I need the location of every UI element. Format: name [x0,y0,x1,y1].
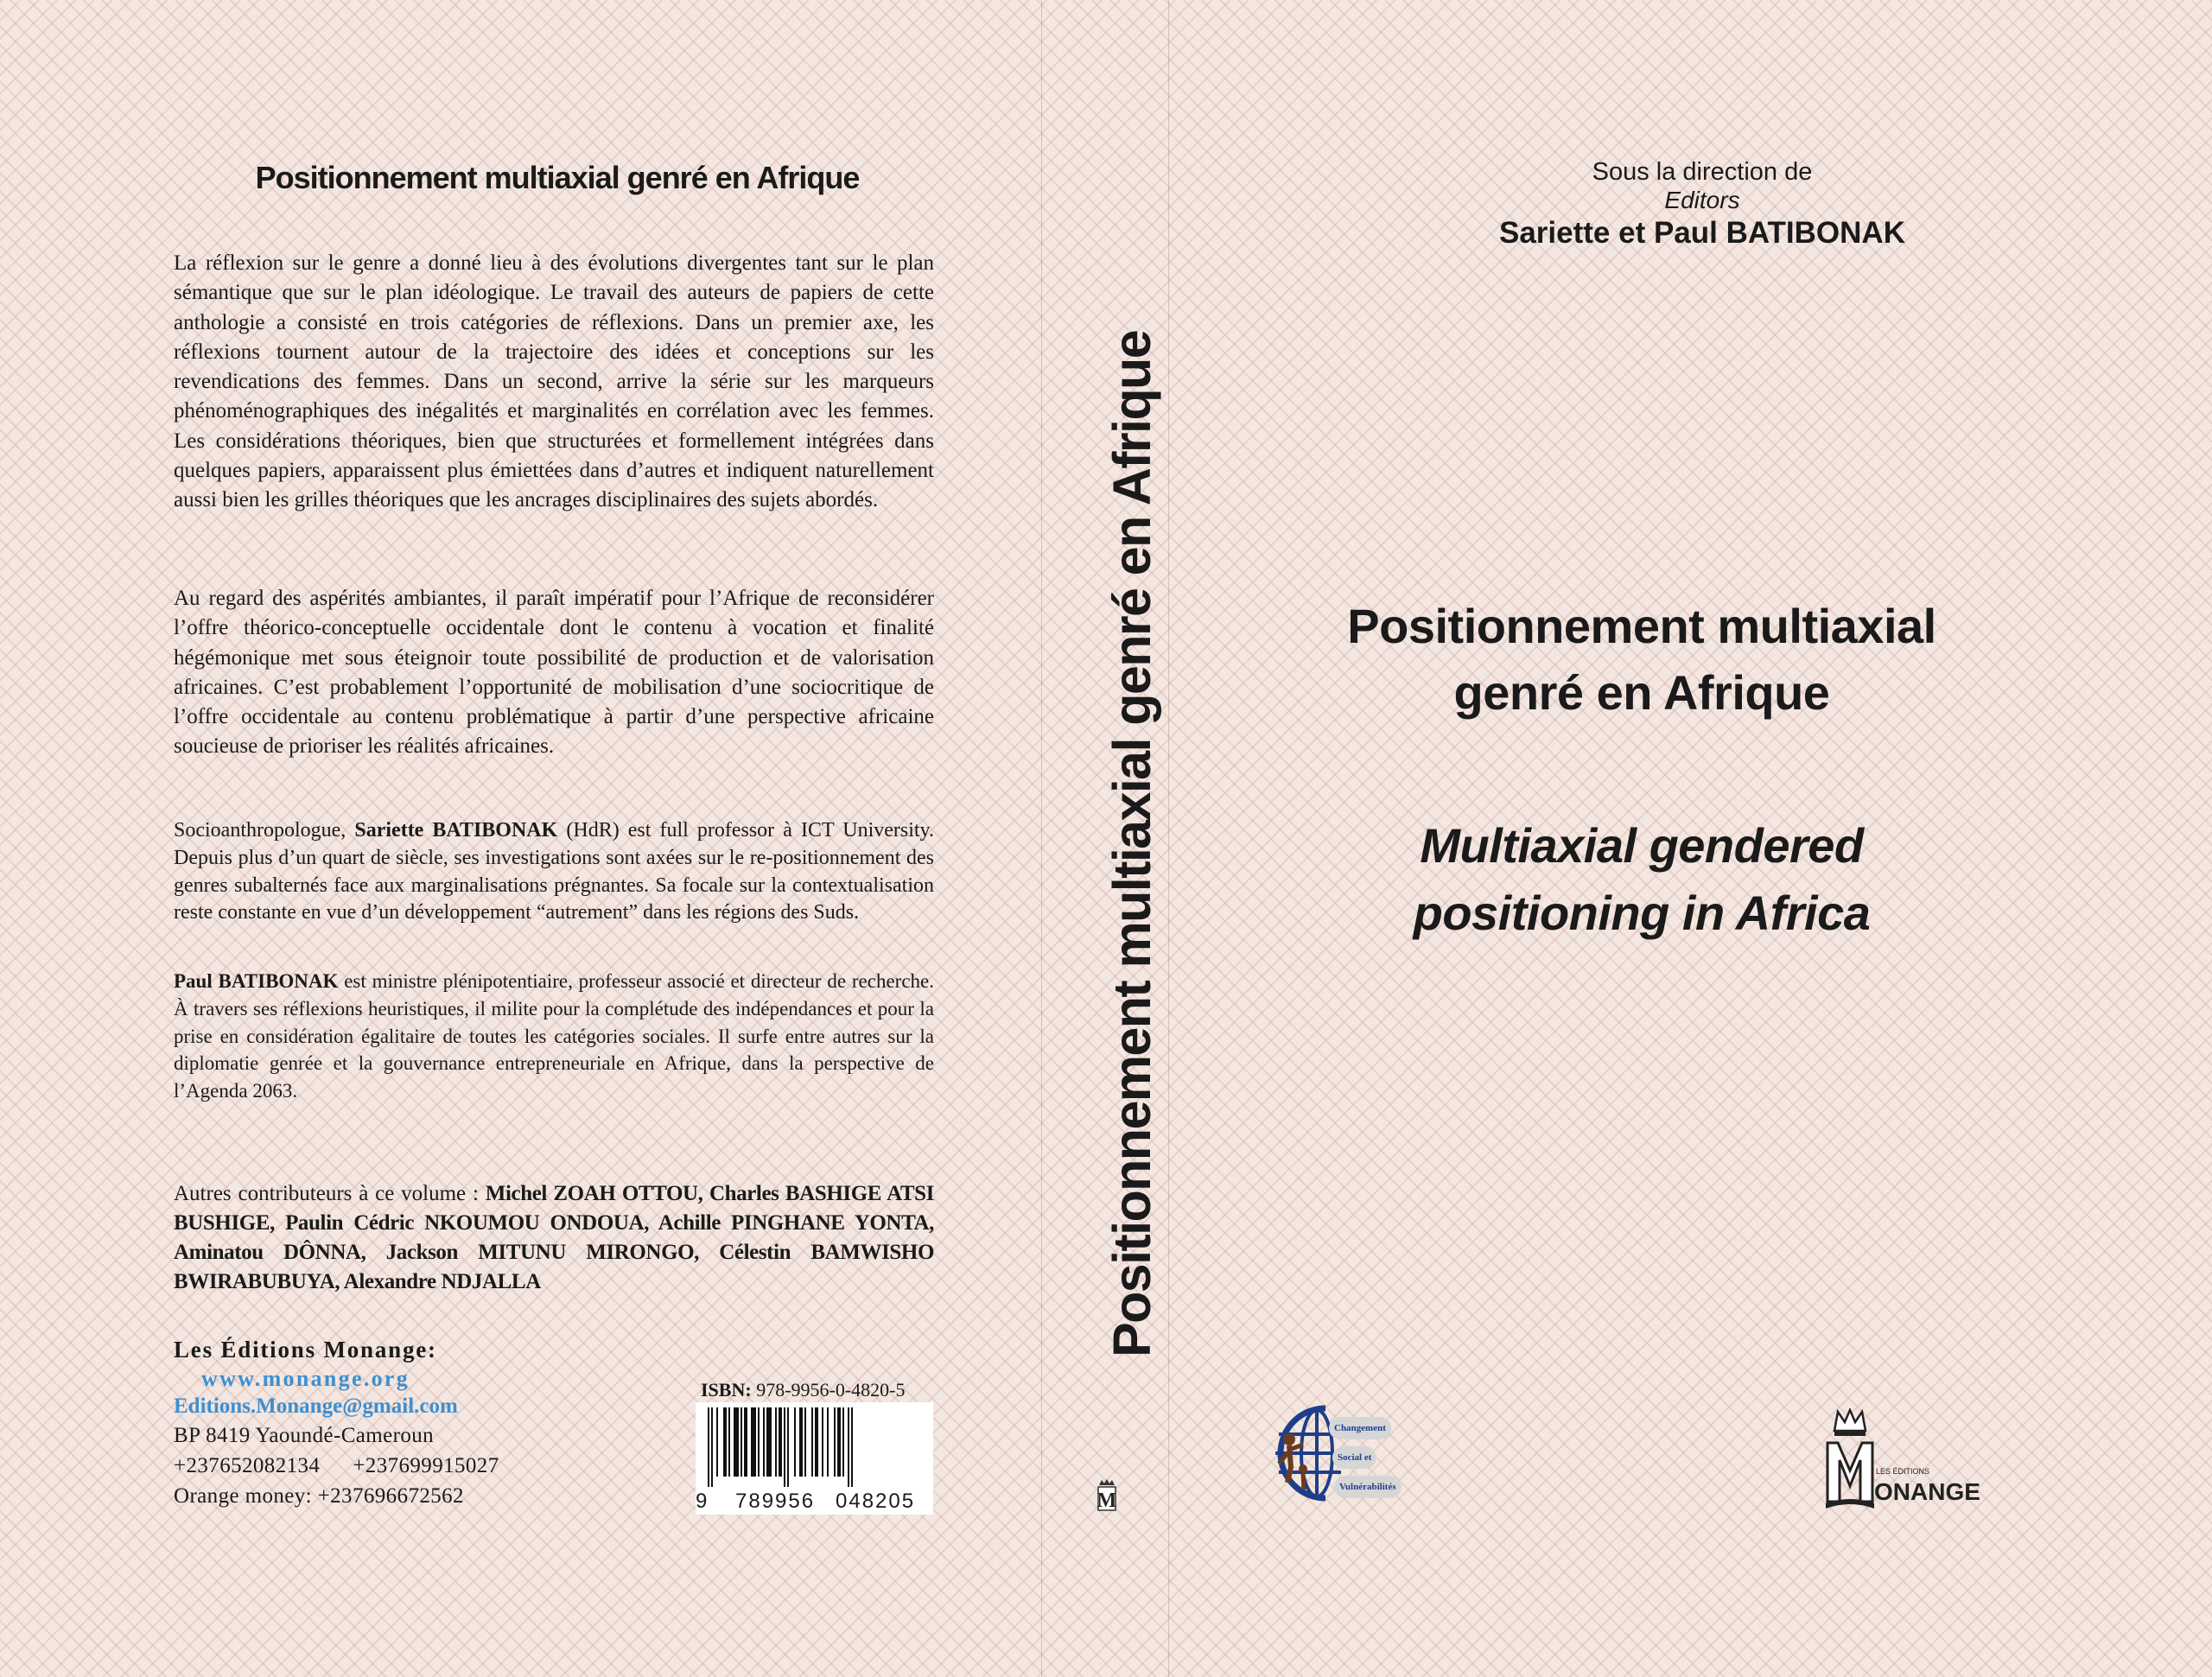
phone-2: +237699915027 [353,1454,499,1477]
editors-names: Sariette et Paul BATIBONAK [1499,216,1905,250]
editors-block [1400,157,2005,252]
barcode-bar [775,1407,777,1477]
barcode-bar [716,1407,718,1477]
bio-prefix: Socioanthropologue, [174,819,355,842]
barcode [696,1402,933,1515]
editors-label: Editors [1664,187,1740,213]
barcode-bar [815,1407,818,1477]
barcode-bar [744,1407,747,1477]
publisher-contact [174,1334,537,1511]
crown-icon [1819,1408,1992,1512]
front-subtitle-line-2: positioning in Africa [1413,886,1871,940]
barcode-bar [837,1407,841,1477]
isbn-text [701,1379,906,1401]
barcode-digits-left: 789956 [735,1490,816,1513]
barcode-bar [834,1407,836,1477]
barcode-bar [711,1407,713,1487]
barcode-bar [848,1407,849,1487]
front-subtitle [1210,812,2074,947]
barcode-bar [751,1407,756,1477]
barcode-digit-first: 9 [696,1490,708,1513]
publisher-name: Les Éditions Monange: [174,1337,437,1363]
barcode-bar [734,1407,739,1477]
barcode-bar [851,1407,853,1487]
barcode-bars [702,1407,926,1487]
spine-logo-letter: M [1096,1490,1117,1512]
barcode-digits-right: 048205 [836,1490,916,1513]
lab-logo-line-3: Vulnérabilités [1334,1476,1402,1498]
publisher-website-link[interactable]: www.monange.org [201,1366,410,1391]
barcode-bar [708,1407,709,1487]
barcode-bar [779,1407,782,1477]
author-name: Sariette BATIBONAK [354,819,558,842]
back-cover-title: Positionnement multiaxial genré en Afrique [255,160,860,195]
lab-logo-line-2: Social et [1332,1446,1376,1469]
bio-text: (HdR) est full professor à ICT University. Depuis plus d’un quart de siècle, ses investigations sont axées sur le re-positionnement des genres subalternés face aux marginalisations prégnantes. Sa focale sur la contextualisation reste constante en vue d’un développement “autrement” dans les régions des Suds. [174,819,934,924]
lab-logo [1272,1393,1417,1514]
contributors-prefix: Autres contributeurs à ce volume : [174,1182,486,1205]
barcode-bar [799,1407,803,1477]
contributors-list [174,1179,934,1297]
spine-fold-left [1041,0,1042,1677]
barcode-bar [728,1407,730,1477]
isbn-label: ISBN: [701,1379,752,1401]
phone-1: +237652082134 [174,1454,321,1477]
front-title-line-2: genré en Afrique [1453,665,1830,720]
front-title [1210,593,2074,726]
blurb-paragraph-2: Au regard des aspérités ambiantes, il paraît impératif pour l’Afrique de reconsidérer l’offre théorico-conceptuelle occidentale dont le contenu à vocation et finalité hégémonique met sous éteignoir toute possibilité de production et de valorisation africaines. C’est probablement l’opportunité de mobilisation d’une sociocritique de l’offre occidentale au contenu problématique à partir d’une perspective africaine soucieuse de prioriser les réalités africaines. [174,587,934,759]
front-title-line-1: Positionnement multiaxial [1347,599,1936,653]
barcode-bar [766,1407,772,1477]
direction-label: Sous la direction de [1592,158,1813,186]
publisher-address: BP 8419 Yaoundé-Cameroun [174,1424,435,1447]
barcode-bar [741,1407,742,1477]
barcode-bar [822,1407,823,1477]
barcode-bar [723,1407,727,1477]
spine-fold-right [1168,0,1169,1677]
barcode-bar [827,1407,829,1477]
barcode-bar [804,1407,806,1477]
contributors-names: Michel ZOAH OTTOU, Charles BASHIGE ATSI BUSHIGE, Paulin Cédric NKOUMOU ONDOUA, Achille PINGHANE YONTA, Aminatou DÔNNA, Jackson MITUNU MIRONGO, Célestin BAMWISHO BWIRABUBUYA, Alexandre NDJALLA [174,1182,934,1293]
author-bio-sariette [174,817,934,927]
author-bio-paul [174,968,934,1105]
isbn-number: 978-9956-0-4820-5 [756,1379,906,1401]
barcode-bar [763,1407,765,1477]
barcode-bar [794,1407,796,1477]
front-subtitle-line-1: Multiaxial gendered [1420,818,1864,873]
barcode-bar [842,1407,844,1477]
publisher-email-link[interactable]: Editions.Monange@gmail.com [174,1394,458,1418]
barcode-bar [784,1407,785,1487]
monogram-icon [1095,1477,1119,1514]
author-name: Paul BATIBONAK [174,970,339,992]
orange-money: Orange money: +237696672562 [174,1484,464,1508]
publisher-logo [1819,1408,1992,1512]
barcode-bar [758,1407,760,1477]
publisher-phones [174,1451,537,1481]
barcode-bar [787,1407,789,1487]
barcode-digits [696,1489,933,1515]
spine-title: Positionnement multiaxial genré en Afrique [1103,330,1161,1357]
bio-text: est ministre plénipotentiaire, professeur associé et directeur de recherche. À travers ses réflexions heuristiques, il milite pour la complétude des indépendances et pour la prise en considération égalitaire de toutes les catégories sociales. Il surfe entre autres sur la diplomatie genrée et la gouvernance entrepreneuriale en Afrique, dans la perspective de l’Agenda 2063. [174,970,935,1102]
barcode-bar [811,1407,813,1477]
publisher-logo-small-text: LES ÉDITIONS [1876,1467,1930,1476]
publisher-logo-name: ONANGE [1874,1478,1980,1505]
blurb-paragraph-1: La réflexion sur le genre a donné lieu à des évolutions divergentes tant sur le plan sémantique que sur le plan idéologique. Le travail des auteurs de papiers de cette anthologie a consisté en trois catégories de réflexions. Dans un premier axe, les réflexions tournent autour de la trajectoire des idées et conceptions sur les revendications des femmes. Dans un second, arrive la série sur les marqueurs phénoménographiques des inégalités et marginalités en corrélation avec les femmes. Les considérations théoriques, bien que structurées et formellement intégrées dans quelques papiers, apparaissent plus émiettées dans d’autres et indiquent naturellement aussi bien les grilles théoriques que les ancrages disciplinaires des sujets abordés. [174,251,934,512]
lab-logo-line-1: Changement [1329,1417,1391,1439]
